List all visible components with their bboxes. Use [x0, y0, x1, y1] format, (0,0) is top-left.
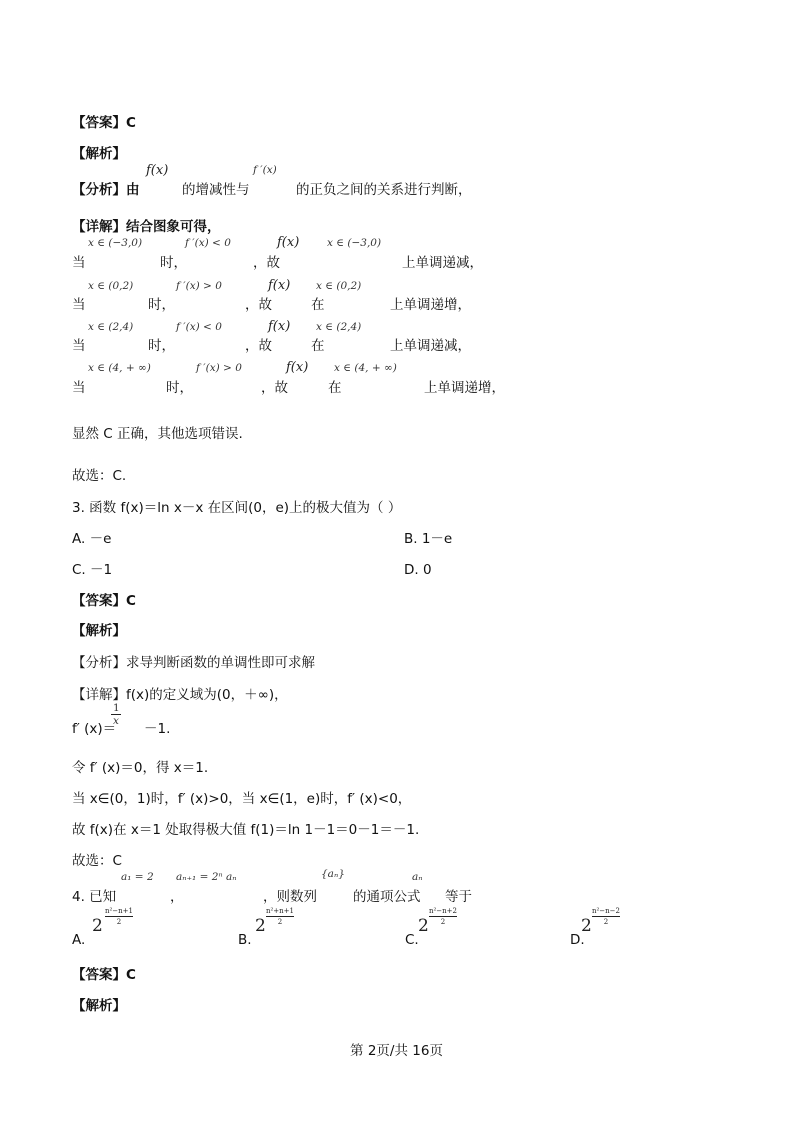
gu-1: ，故 — [253, 255, 280, 271]
deriv-3: f ′(x) < 0 — [176, 321, 222, 333]
q4-answer: 【答案】C — [72, 967, 136, 983]
q4-option-d-exp-num: n²−n−2 — [591, 907, 620, 915]
q4-an: aₙ — [412, 871, 423, 883]
q4-option-c-exp-den: 2 — [440, 918, 446, 926]
fenxi-mid: 的增减性与 — [182, 182, 250, 198]
q4-option-c-exp-num: n²−n+2 — [428, 907, 457, 915]
q3-frac-num: 1 — [113, 702, 120, 714]
q3-deriv-rhs: －1. — [144, 721, 171, 737]
dec-3: 上单调递减， — [390, 338, 471, 354]
q4-recur: aₙ₊₁ = 2ⁿ aₙ — [176, 871, 237, 883]
q4-seq: {aₙ} — [321, 868, 345, 880]
q4-option-b-exp-num: n²+n+1 — [265, 907, 294, 915]
xiangjie-line: 【详解】结合图象可得， — [72, 219, 221, 235]
inc-4: 上单调递增， — [424, 380, 505, 396]
q4-option-d-exp-den: 2 — [603, 918, 609, 926]
interval-4: x ∈ (4, + ∞) — [88, 362, 151, 374]
q3-option-b: B. 1－e — [404, 531, 453, 547]
deriv-1: f ′(x) < 0 — [185, 237, 231, 249]
choose-1: 故选：C. — [72, 468, 127, 484]
analysis-label: 【解析】 — [72, 146, 126, 162]
deriv-4: f ′(x) > 0 — [196, 362, 242, 374]
q4-option-d-exp-bar — [592, 916, 620, 917]
q4-option-c-base: 2 — [418, 916, 429, 936]
f-x-1: f(x) — [277, 235, 300, 250]
gu-4: ，故 — [261, 380, 288, 396]
q4-stem-d: 的通项公式 — [353, 889, 421, 905]
q3-stem: 3. 函数 f(x)＝ln x－x 在区间(0，e)上的极大值为（ ） — [72, 500, 402, 516]
q3-fenxi: 【分析】求导判断函数的单调性即可求解 — [72, 655, 315, 671]
zai-4: 在 — [328, 380, 342, 396]
dec-1: 上单调递减， — [402, 255, 483, 271]
q4-option-b-base: 2 — [255, 916, 266, 936]
q4-a1: a₁ = 2 — [121, 871, 154, 883]
q3-xiangjie: 【详解】f(x)的定义域为(0，＋∞)， — [72, 687, 288, 703]
zai-2: 在 — [311, 297, 325, 313]
interval-3b: x ∈ (2,4) — [316, 321, 362, 333]
q4-stem-a: 4. 已知 — [72, 889, 117, 905]
q4-option-b-label: B. — [238, 932, 252, 948]
q3-step2: 当 x∈(0，1)时，f′ (x)>0，当 x∈(1，e)时，f′ (x)<0， — [72, 791, 412, 807]
page-footer: 第 2页/共 16页 — [350, 1043, 443, 1059]
q4-option-d-label: D. — [570, 932, 585, 948]
conclusion: 显然 C 正确，其他选项错误. — [72, 426, 243, 442]
zai-3: 在 — [311, 338, 325, 354]
dang-1: 当 — [72, 255, 86, 271]
q3-deriv-lhs: f′ (x)＝ — [72, 721, 117, 737]
answer-label: 【答案】C — [72, 115, 136, 131]
shi-4: 时， — [166, 380, 193, 396]
q3-analysis: 【解析】 — [72, 623, 126, 639]
gu-2: ，故 — [245, 297, 272, 313]
dang-4: 当 — [72, 380, 86, 396]
q4-option-b-exp-bar — [266, 916, 294, 917]
interval-4b: x ∈ (4, + ∞) — [334, 362, 397, 374]
dang-2: 当 — [72, 297, 86, 313]
q3-answer: 【答案】C — [72, 593, 136, 609]
q3-option-c: C. －1 — [72, 562, 113, 578]
math-f-prime-x: f ′(x) — [253, 164, 277, 176]
fenxi-head-text: 【分析】由 — [72, 182, 140, 198]
q4-option-a-exp-bar — [105, 916, 133, 917]
gu-3: ，故 — [245, 338, 272, 354]
interval-1b: x ∈ (−3,0) — [327, 237, 382, 249]
q4-stem-c: ，则数列 — [263, 889, 317, 905]
q3-option-a: A. －e — [72, 531, 112, 547]
fenxi-tail: 的正负之间的关系进行判断， — [296, 182, 472, 198]
interval-2: x ∈ (0,2) — [88, 280, 134, 292]
q4-option-a-base: 2 — [92, 916, 103, 936]
inc-2: 上单调递增， — [390, 297, 471, 313]
q4-option-c-label: C. — [405, 932, 419, 948]
q3-step1: 令 f′ (x)＝0，得 x＝1. — [72, 760, 209, 776]
q4-analysis: 【解析】 — [72, 998, 126, 1014]
q3-choose: 故选：C — [72, 853, 122, 869]
f-x-4: f(x) — [286, 360, 309, 375]
interval-1: x ∈ (−3,0) — [88, 237, 143, 249]
q4-option-a-exp-den: 2 — [116, 918, 122, 926]
q4-option-a-exp-num: n²−n+1 — [104, 907, 133, 915]
q3-option-d: D. 0 — [404, 562, 432, 578]
math-f-x: f(x) — [146, 163, 169, 178]
q4-stem-e: 等于 — [445, 889, 472, 905]
q3-step3: 故 f(x)在 x＝1 处取得极大值 f(1)＝ln 1－1＝0－1＝－1. — [72, 822, 420, 838]
shi-1: 时， — [160, 255, 187, 271]
interval-2b: x ∈ (0,2) — [316, 280, 362, 292]
f-x-3: f(x) — [268, 319, 291, 334]
deriv-2: f ′(x) > 0 — [176, 280, 222, 292]
shi-2: 时， — [148, 297, 175, 313]
shi-3: 时， — [148, 338, 175, 354]
q4-option-b-exp-den: 2 — [277, 918, 283, 926]
interval-3: x ∈ (2,4) — [88, 321, 134, 333]
f-x-2: f(x) — [268, 278, 291, 293]
q4-option-d-base: 2 — [581, 916, 592, 936]
dang-3: 当 — [72, 338, 86, 354]
fenxi-head — [72, 182, 140, 198]
q3-frac-den: x — [113, 715, 119, 727]
q4-stem-b: ， — [170, 889, 184, 905]
q4-option-c-exp-bar — [429, 916, 457, 917]
q4-option-a-label: A. — [72, 932, 86, 948]
